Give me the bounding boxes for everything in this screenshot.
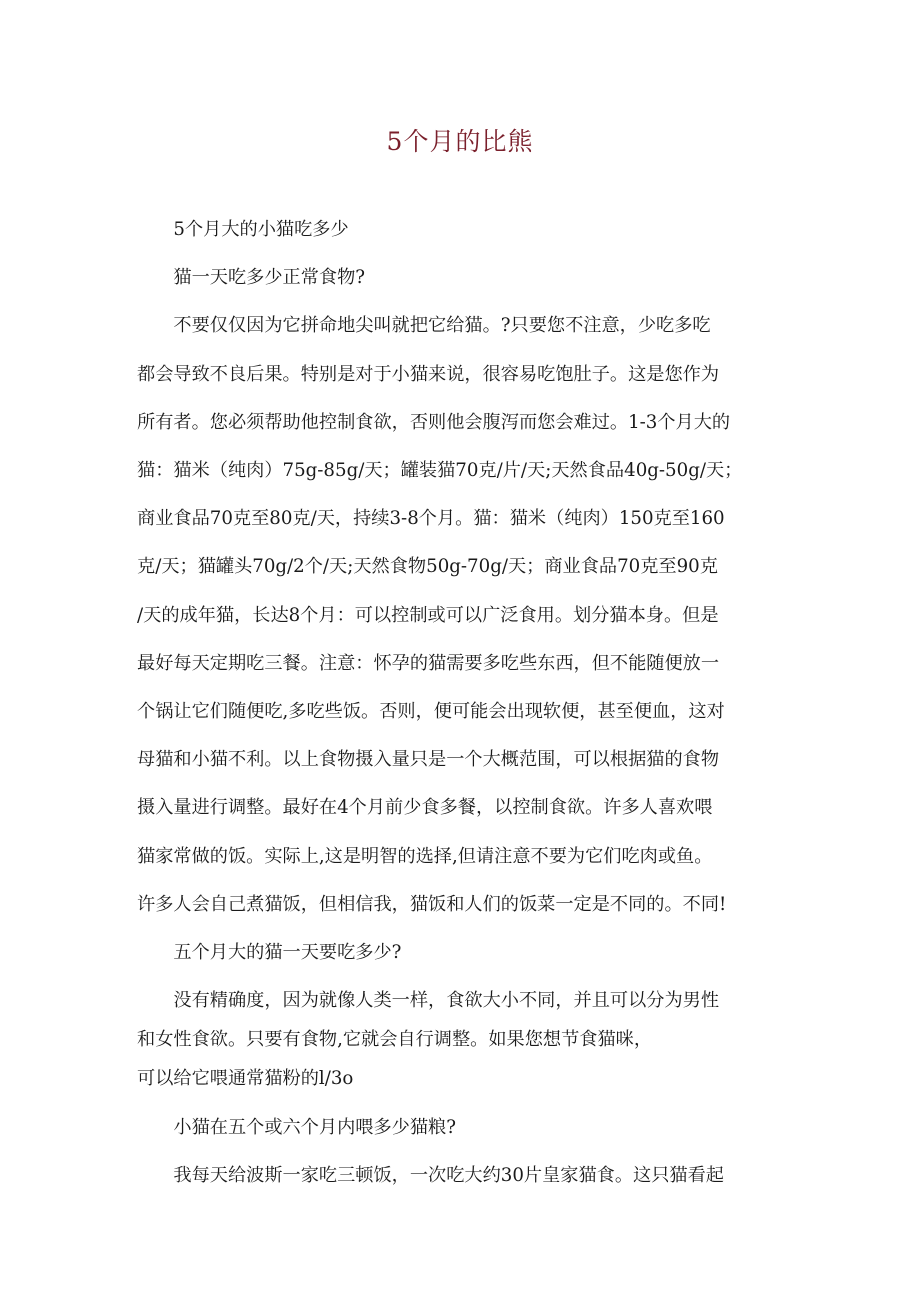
text-line: 可以给它喂通常猫粉的l/3o xyxy=(137,1068,354,1090)
text-line: 猫家常做的饭。实际上,这是明智的选择,但请注意不要为它们吃肉或鱼。 xyxy=(137,845,713,867)
text-line: 都会导致不良后果。特别是对于小猫来说，很容易吃饱肚子。这是您作为 xyxy=(137,363,720,385)
document-title: 5个月的比熊 xyxy=(386,127,534,156)
text-line: 最好每天定期吃三餐。注意：怀孕的猫需要多吃些东西，但不能随便放一 xyxy=(137,652,720,674)
document-body xyxy=(137,206,792,1200)
text-line: 母猫和小猫不利。以上食物摄入量只是一个大概范围，可以根据猫的食物 xyxy=(137,749,720,771)
text-line: 没有精确度，因为就像人类一样，食欲大小不同，并且可以分为男性 xyxy=(173,990,720,1012)
text-line: 我每天给波斯一家吃三顿饭，一次吃大约30片皇家猫食。这只猫看起 xyxy=(173,1164,724,1186)
text-line: 克/天；猫罐头70g/2个/天;天然食物50g-70g/天；商业食品70克至90克 xyxy=(137,556,718,578)
text-line: 猫：猫米（纯肉）75g-85g/天；罐装猫70克/片/天;天然食品40g-50g/天； xyxy=(137,460,743,482)
text-line: 商业食品70克至80克/天，持续3-8个月。猫：猫米（纯肉）150克至160 xyxy=(137,508,725,530)
text-line: 5个月大的小猫吃多少 xyxy=(173,219,349,240)
text-line: /天的成年猫，长达8个月：可以控制或可以广泛食用。划分猫本身。但是 xyxy=(137,604,719,626)
text-line: 五个月大的猫一天要吃多少? xyxy=(173,942,402,964)
text-line: 不要仅仅因为它拼命地尖叫就把它给猫。?只要您不注意，少吃多吃 xyxy=(173,315,711,337)
text-line: 个锅让它们随便吃,多吃些饭。否则，便可能会出现软便，甚至便血，这对 xyxy=(137,701,725,723)
text-line: 小猫在五个或六个月内喂多少猫粮? xyxy=(173,1116,456,1138)
text-line: 许多人会自己煮猫饭，但相信我，猫饭和人们的饭菜一定是不同的。不同! xyxy=(137,893,727,915)
text-line: 猫一天吃多少正常食物? xyxy=(173,267,366,289)
text-line: 摄入量进行调整。最好在4个月前少食多餐，以控制食欲。许多人喜欢喂 xyxy=(137,797,713,819)
text-line: 和女性食欲。只要有食物,它就会自行调整。如果您想节食猫咪， xyxy=(137,1029,653,1051)
text-line: 所有者。您必须帮助他控制食欲，否则他会腹泻而您会难过。1-3个月大的 xyxy=(137,411,731,433)
